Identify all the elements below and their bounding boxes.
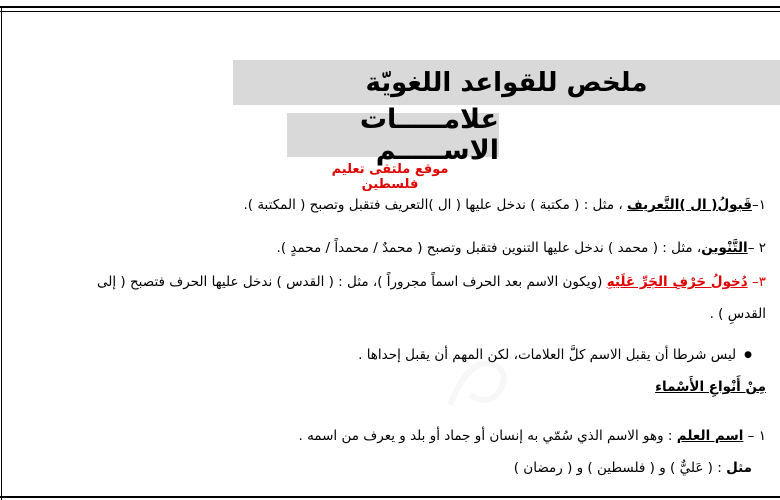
item-heading: اسم العلم (676, 428, 744, 444)
list-item-proper-noun (14, 427, 766, 445)
watermark-icon (440, 345, 520, 415)
item-body: ، مثل : ( محمد ) ندخل عليها التنوين فتقبل وتصبح ( محمدٌ / محمداً / محمدٍ ). (276, 240, 702, 256)
list-item-definite-article (14, 196, 766, 214)
item-number: ٣– (747, 274, 766, 290)
site-credit-link[interactable]: موقع ملتقى تعليم فلسطين (331, 162, 449, 192)
item-body: : وهو الاسم الذي سُمّي به إنسان أو جماد أو بلد و يعرف من اسمه . (298, 428, 677, 444)
top-border (0, 6, 780, 8)
left-border (1, 6, 2, 500)
item-body: (ويكون الاسم بعد الحرف اسماً مجروراً )، مثل : ( القدس ) ندخل عليها الحرف فتصبح ( إلى (97, 274, 607, 290)
list-item-preposition-continued (14, 305, 766, 323)
example-label: مثل (726, 460, 752, 476)
title-band (233, 60, 780, 105)
bullet-icon (736, 347, 752, 363)
list-item-preposition (14, 273, 766, 291)
item-body: ، مثل : ( مكتبة ) ندخل عليها ( ال )التعريف فتقبل وتصبح ( المكتبة ). (243, 197, 627, 213)
item-body-continued: القدسِ ) . (709, 306, 766, 322)
bottom-border (0, 496, 780, 498)
item-number: ٢ – (747, 240, 766, 256)
item-heading: قَبولُ( ال )التَّعريف (627, 197, 752, 213)
list-item-tanween (14, 239, 766, 257)
section-heading-row (14, 378, 766, 396)
section-heading: مِنْ أَنْواعِ الأَسْماء (655, 379, 766, 395)
subtitle-band (287, 104, 499, 166)
item-heading: دُخولُ حَرْفِ الجَرِّ عَلَيْهِ (606, 274, 748, 290)
item-number: ١– (751, 197, 766, 213)
example-body: : ( عَليٌّ ) و ( فلسطين ) و ( رمضان ) (513, 460, 727, 476)
note-bullet (14, 346, 752, 364)
item-heading: التَّنْوين (701, 240, 748, 256)
document-title: ملخص للقواعد اللغويّة (365, 67, 648, 98)
document-subtitle: علامـــــات الاســـــم (359, 104, 499, 166)
example-row (14, 459, 752, 477)
item-number: ١ – (743, 428, 766, 444)
top-border-inner (0, 11, 780, 12)
note-text: ليس شرطا أن يقبل الاسم كلَّ العلامات، لكن المهم أن يقبل إحداها . (358, 347, 737, 363)
